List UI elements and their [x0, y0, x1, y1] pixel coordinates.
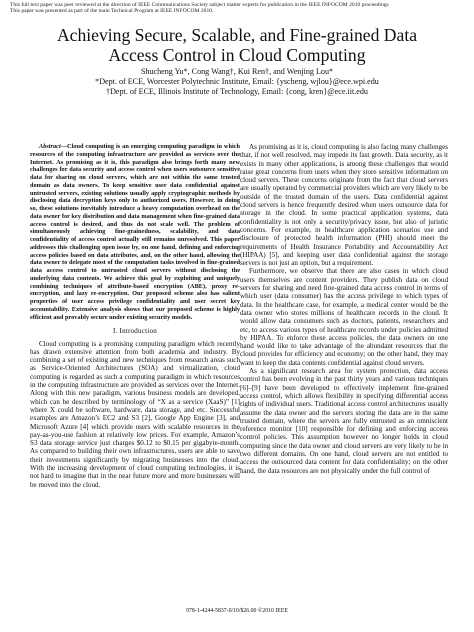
body-paragraph: As a significant research area for system protection, data access control has been evolving in the past thirty years and various techniques [6]–[9] have been developed to effectively implement fine-grained access control, which allows flexibility in specifying differential access rights of individual users. Traditional access control architectures usually assume the data owner and the servers storing the data are in the same trusted domain, where the servers are fully entrusted as an omniscient reference monitor [10] responsible for defining and enforcing access control policies. This assumption however no longer holds in cloud computing since the data owner and cloud servers are very likely to be in two different domains. On one hand, cloud servers are not entitled to access the outsourced data content for data confidentiality; on the other hand, the data resources are not physically under the full control of: [240, 367, 448, 475]
body-paragraph: Furthermore, we observe that there are also cases in which cloud users themselves are content providers. They publish data on cloud servers for sharing and need fine-grained data access control in terms of which user (data consumer) has the access privilege to which types of data. In the healthcare case, for example, a medical center would be the data owner who stores millions of healthcare records in the cloud. It would allow data consumers such as doctors, patients, researchers and etc, to access various types of healthcare records under policies admitted by HIPAA. To enforce these access policies, the data owners on one hand would like to take advantage of the abundant resources that the cloud provides for efficiency and economy; on the other hand, they may want to keep the data contents confidential against cloud servers.: [240, 267, 448, 367]
notice-line: This paper was presented as part of the main Technical Program at IEEE INFOCOM 2010.: [10, 8, 214, 15]
section-heading-introduction: I. Introduction: [113, 327, 157, 336]
notice-line: This full text paper was peer reviewed at the direction of IEEE Communications Society subject matter experts for publication in the IEEE INFOCOM 2010 proceedings: [10, 2, 389, 8]
paper-title: [0, 26, 474, 65]
affiliation: †Dept. of ECE, Illinois Institute of Technology, Email: {cong, kren}@ece.iit.edu: [106, 87, 368, 97]
copyright-footer: 978-1-4244-5837-0/10/$26.00 ©2010 IEEE: [186, 608, 288, 614]
right-column: [240, 143, 448, 475]
title-line: Achieving Secure, Scalable, and Fine-grained Data: [56, 25, 418, 45]
affiliation: *Dept. of ECE, Worcester Polytechnic Institute, Email: {yscheng, wjlou}@ece.wpi.edu: [95, 77, 379, 87]
author-block: [0, 67, 474, 97]
left-column: [30, 143, 240, 489]
abstract-text: —Cloud computing is an emerging computing paradigm in which resources of the computing infrastructure are provided as services over the Internet. As promising as it is, this paradigm also brings forth many new challenges for data security and access control when users outsource sensitive data for sharing on cloud servers, which are not within the same trusted domain as data owners. To keep sensitive user data confidential against untrusted servers, existing solutions usually apply cryptographic methods by disclosing data decryption keys only to authorized users. However, in doing so, these solutions inevitably introduce a heavy computation overhead on the data owner for key distribution and data management when fine-grained data access control is desired, and thus do not scale well. The problem of simultaneously achieving fine-grainedness, scalability, and data confidentiality of access control actually still remains unresolved. This paper addresses this challenging open issue by, on one hand, defining and enforcing access policies based on data attributes, and, on the other hand, allowing the data owner to delegate most of the computation tasks involved in fine-grained data access control to untrusted cloud servers without disclosing the underlying data contents. We achieve this goal by exploiting and uniquely combining techniques of attribute-based encryption (ABE), proxy re-encryption, and lazy re-encryption. Our proposed scheme also has salient properties of user access privilege confidentiality and user secret key accountability. Extensive analysis shows that our proposed scheme is highly efficient and provably secure under existing security models.: [30, 143, 240, 321]
abstract: [30, 143, 240, 321]
abstract-label: Abstract: [39, 143, 61, 150]
title-line: Access Control in Cloud Computing: [108, 44, 366, 65]
author-names: Shucheng Yu*, Cong Wang†, Kui Ren†, and Wenjing Lou*: [140, 67, 334, 76]
body-paragraph: Cloud computing is a promising computing paradigm which recently has drawn extensive attention from both academia and industry. By combining a set of existing and new techniques from research areas such as Service-Oriented Architectures (SOA) and virtualization, cloud computing is regarded as such a computing paradigm in which resources in the computing infrastructure are provided as services over the Internet. Along with this new paradigm, various business models are developed, which can be described by terminology of “X as a service (XaaS)” [1] where X could be software, hardware, data storage, and etc. Successful examples are Amazon’s EC2 and S3 [2], Google App Engine [3], and Microsoft Azure [4] which provide users with scalable resources in the pay-as-you-use fashion at relatively low prices. For example, Amazon’s S3 data storage service just charges $0.12 to $0.15 per gigabyte-month. As compared to building their own infrastructures, users are able to save their investments significantly by migrating businesses into the cloud. With the increasing development of cloud computing technologies, it is not hard to imagine that in the near future more and more businesses will be moved into the cloud.: [30, 339, 240, 489]
review-notice: [10, 2, 450, 15]
body-paragraph: As promising as it is, cloud computing is also facing many challenges that, if not well resolved, may impede its fast growth. Data security, as it exists in many other applications, is among these challenges that would raise great concerns from users when they store sensitive information on cloud servers. These concerns originate from the fact that cloud servers are usually operated by commercial providers which are very likely to be outside of the trusted domain of the users. Data confidential against cloud servers is hence frequently desired when users outsource data for storage in the cloud. In some practical application systems, data confidentiality is not only a security/privacy issue, but also of juristic concerns. For example, in healthcare application scenarios use and disclosure of protected health information (PHI) should meet the requirements of Health Insurance Portability and Accountability Act (HIPAA) [5], and keeping user data confidential against the storage servers is not just an option, but a requirement.: [240, 143, 448, 268]
